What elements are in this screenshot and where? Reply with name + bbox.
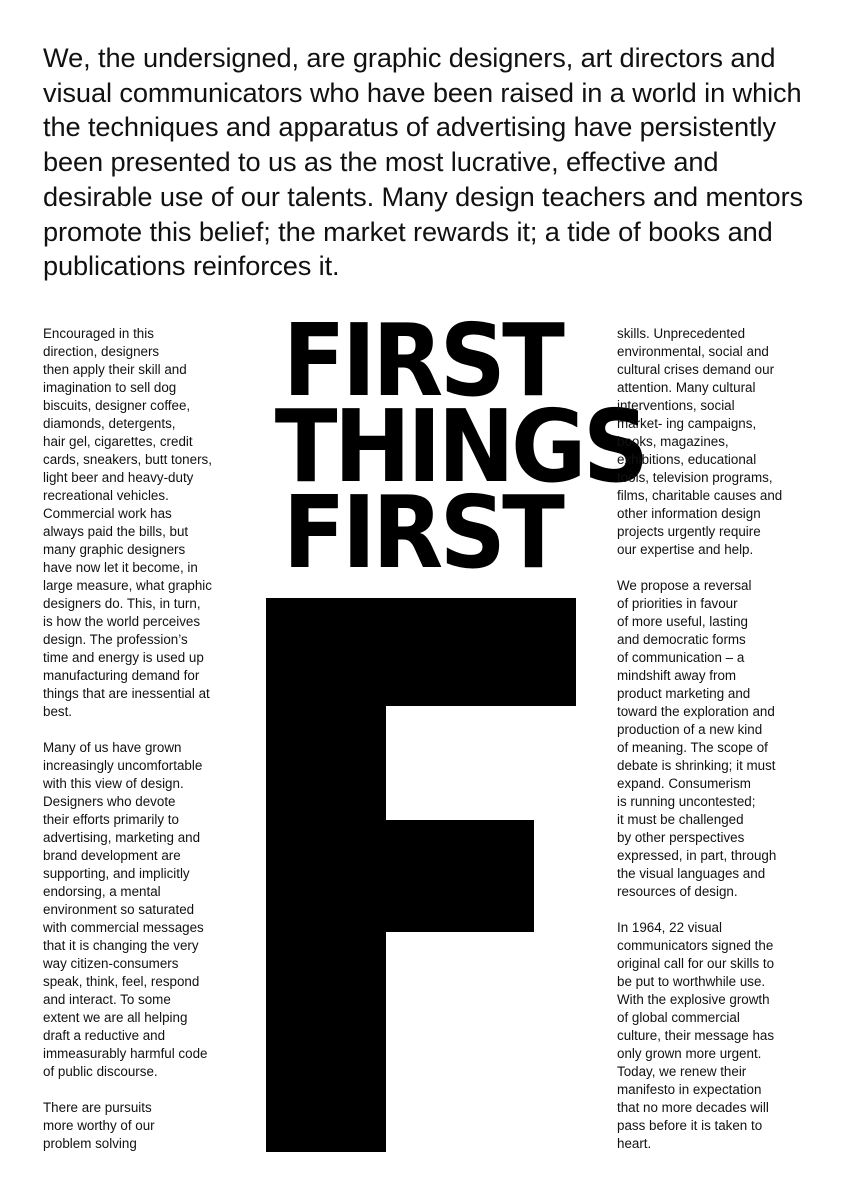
title-line-first-2: FIRST	[282, 474, 562, 591]
left-paragraph-3: There are pursuits more worthy of our problem solving	[43, 1100, 155, 1151]
title-line-first: FIRST	[282, 302, 562, 419]
right-paragraph-2: We propose a reversal of priorities in favour of more useful, lasting and democratic forms of communication – a mindshift away from product marketing and toward the exploration and production of a new kind of meaning. The scope of debate is shrinking; it must expand. Consumerism is running uncontested; it must be challenged by other perspectives expressed, in part, through the visual languages and resources of design.	[617, 578, 777, 899]
big-letter-f-graphic	[264, 598, 578, 1154]
intro-paragraph: We, the undersigned, are graphic designers, art directors and visual communicators who have been raised in a world in which the techniques and apparatus of advertising have persistently been presented to us as the most lucrative, effective and desirable use of our talents. Many design teachers and mentors promote this belief; the market rewards it; a tide of books and publications reinforces it.	[43, 42, 804, 282]
letter-f-shape	[266, 598, 576, 1152]
manifesto-title	[262, 302, 646, 591]
title-line-things: THINGS	[274, 388, 646, 505]
left-column	[43, 325, 228, 1171]
right-paragraph-1: skills. Unprecedented environmental, social and cultural crises demand our attention. Many cultural interventions, social market- ing campaigns, books, magazines, exhibitions, educational tools, television programs, films, charitable causes and other information design projects urgently require our expertise and help.	[617, 326, 783, 557]
left-paragraph-1: Encouraged in this direction, designers then apply their skill and imagination to sell dog biscuits, designer coffee, diamonds, detergents, hair gel, cigarettes, credit cards, sneakers, butt toners, light beer and heavy-duty recreational vehicles. Commercial work has always paid the bills, but many graphic designers have now let it become, in large measure, what graphic designers do. This, in turn, is how the world perceives design. The profession’s time and energy is used up manufacturing demand for things that are inessential at best.	[43, 326, 212, 719]
left-paragraph-2: Many of us have grown increasingly uncomfortable with this view of design. Designers who devote their efforts primarily to advertising, marketing and brand development are supporting, and implicitly endorsing, a mental environment so saturated with commercial messages that it is changing the very way citizen-consumers speak, think, feel, respond and interact. To some extent we are all helping draft a reductive and immeasurably harmful code of public discourse.	[43, 740, 208, 1079]
right-column	[617, 325, 802, 1171]
right-paragraph-3: In 1964, 22 visual communicators signed the original call for our skills to be put to worthwhile use. With the explosive growth of global commercial culture, their message has only grown more urgent. Today, we renew their manifesto in expectation that no more decades will pass before it is taken to heart.	[617, 920, 775, 1151]
